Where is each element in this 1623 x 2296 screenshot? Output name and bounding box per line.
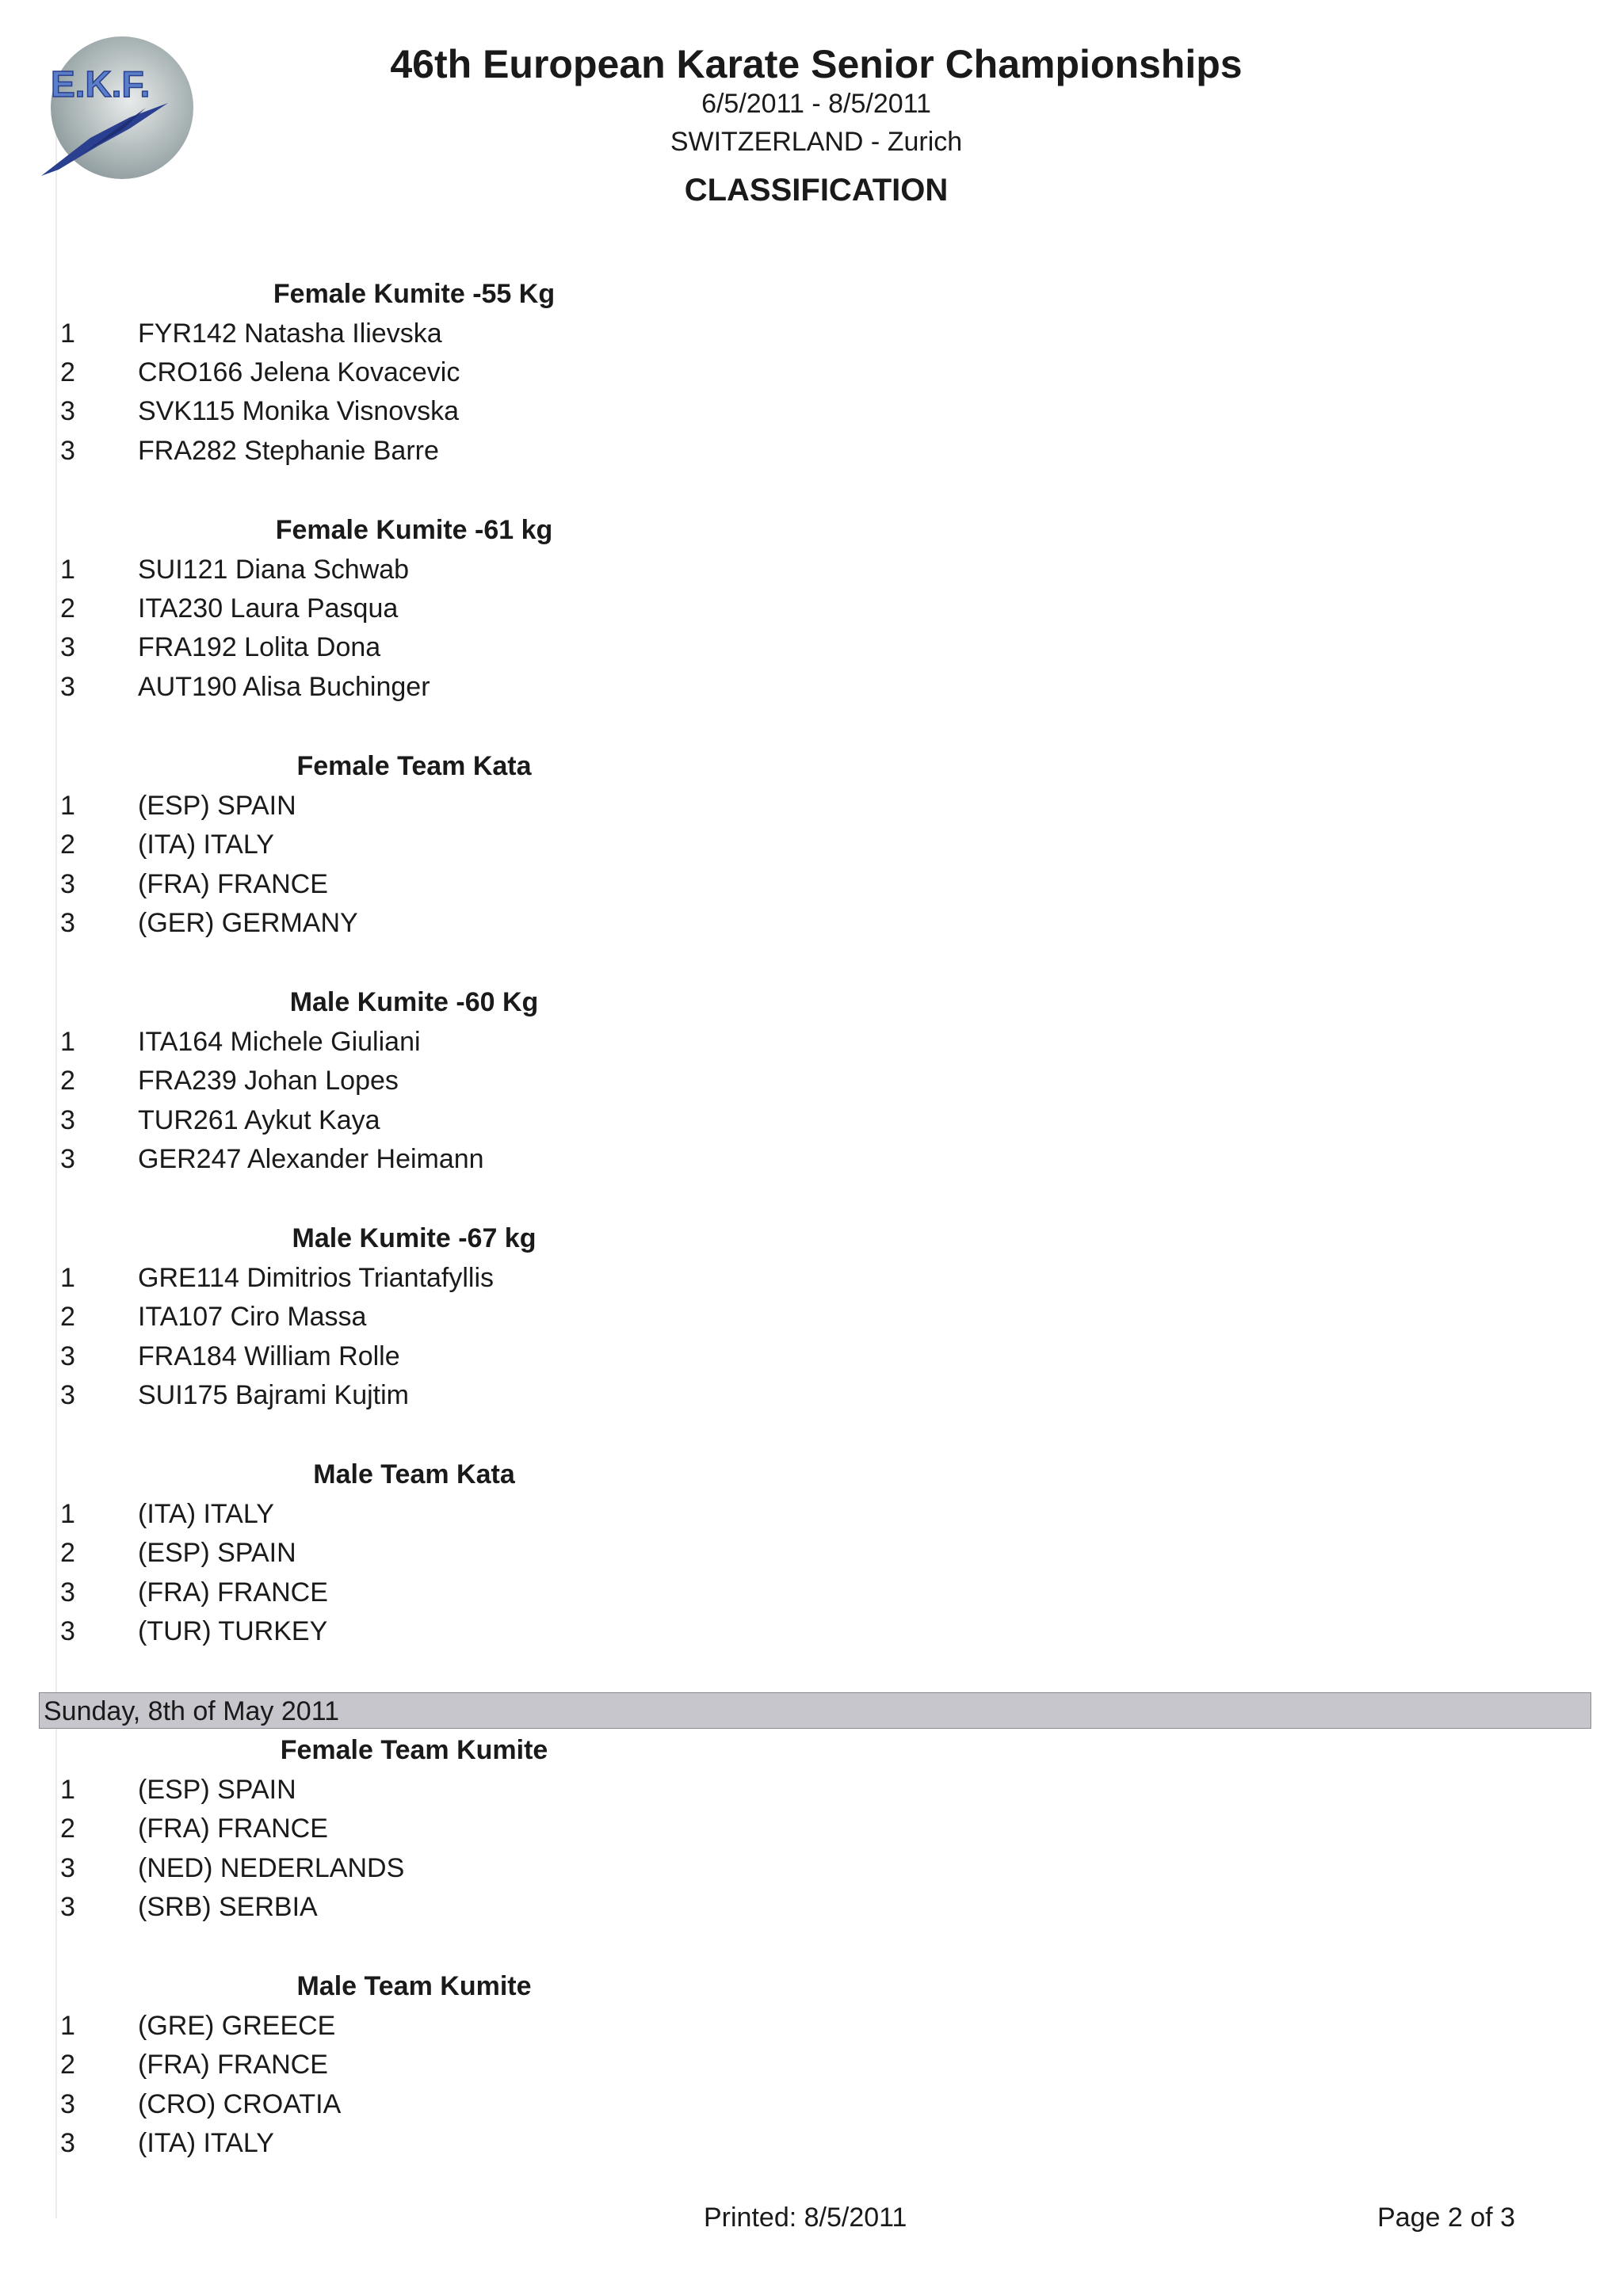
rank: 3 bbox=[60, 1341, 75, 1371]
competitor-name: (ESP) SPAIN bbox=[138, 791, 296, 821]
competitor-name: FRA184 William Rolle bbox=[138, 1341, 400, 1371]
competitor-name: (FRA) FRANCE bbox=[138, 2050, 328, 2080]
svg-text:E.K.F.: E.K.F. bbox=[51, 63, 151, 105]
rank: 2 bbox=[60, 1302, 75, 1332]
rank: 3 bbox=[60, 1577, 75, 1608]
rank: 3 bbox=[60, 908, 75, 938]
rank: 3 bbox=[60, 2128, 75, 2158]
rank: 2 bbox=[60, 593, 75, 624]
rank: 1 bbox=[60, 2011, 75, 2041]
rank: 3 bbox=[60, 632, 75, 662]
rank: 2 bbox=[60, 2050, 75, 2080]
rank: 1 bbox=[60, 1775, 75, 1805]
printed-date: Printed: 8/5/2011 bbox=[704, 2203, 907, 2233]
rank: 3 bbox=[60, 2089, 75, 2119]
category-title: Female Kumite -61 kg bbox=[275, 515, 553, 545]
competitor-name: (SRB) SERBIA bbox=[138, 1892, 318, 1922]
competitor-name: FRA239 Johan Lopes bbox=[138, 1066, 399, 1096]
rank: 3 bbox=[60, 1892, 75, 1922]
rank: 3 bbox=[60, 1853, 75, 1883]
competitor-name: SVK115 Monika Visnovska bbox=[138, 396, 460, 426]
day-separator-label: Sunday, 8th of May 2011 bbox=[44, 1696, 339, 1726]
left-margin-rule bbox=[55, 127, 57, 2218]
competitor-name: (ESP) SPAIN bbox=[138, 1538, 296, 1568]
rank: 3 bbox=[60, 436, 75, 466]
rank: 3 bbox=[60, 1616, 75, 1646]
competitor-name: (CRO) CROATIA bbox=[138, 2089, 342, 2119]
competitor-name: SUI121 Diana Schwab bbox=[138, 555, 410, 585]
competitor-name: (ITA) ITALY bbox=[138, 2128, 274, 2158]
competitor-name: ITA164 Michele Giuliani bbox=[138, 1027, 421, 1057]
rank: 3 bbox=[60, 1144, 75, 1174]
category-title: Male Team Kata bbox=[313, 1459, 515, 1489]
rank: 1 bbox=[60, 1499, 75, 1529]
event-location: SWITZERLAND - Zurich bbox=[670, 127, 963, 157]
competitor-name: (ITA) ITALY bbox=[138, 830, 274, 860]
competitor-name: (ITA) ITALY bbox=[138, 1499, 274, 1529]
competitor-name: SUI175 Bajrami Kujtim bbox=[138, 1380, 410, 1410]
rank: 2 bbox=[60, 830, 75, 860]
competitor-name: AUT190 Alisa Buchinger bbox=[138, 672, 430, 702]
rank: 1 bbox=[60, 1263, 75, 1293]
competitor-name: (GER) GERMANY bbox=[138, 908, 358, 938]
competitor-name: (FRA) FRANCE bbox=[138, 869, 328, 899]
category-title: Female Team Kumite bbox=[280, 1735, 548, 1765]
competitor-name: FRA192 Lolita Dona bbox=[138, 632, 381, 662]
rank: 1 bbox=[60, 1027, 75, 1057]
competitor-name: ITA107 Ciro Massa bbox=[138, 1302, 367, 1332]
category-title: Female Kumite -55 Kg bbox=[273, 279, 556, 309]
competitor-name: CRO166 Jelena Kovacevic bbox=[138, 357, 460, 387]
competitor-name: ITA230 Laura Pasqua bbox=[138, 593, 399, 624]
competitor-name: GRE114 Dimitrios Triantafyllis bbox=[138, 1263, 495, 1293]
competitor-name: (NED) NEDERLANDS bbox=[138, 1853, 405, 1883]
rank: 3 bbox=[60, 869, 75, 899]
category-title: Male Kumite -60 Kg bbox=[289, 987, 539, 1017]
competitor-name: (FRA) FRANCE bbox=[138, 1814, 328, 1844]
competitor-name: FRA282 Stephanie Barre bbox=[138, 436, 439, 466]
competitor-name: (GRE) GREECE bbox=[138, 2011, 336, 2041]
rank: 3 bbox=[60, 1380, 75, 1410]
rank: 3 bbox=[60, 1105, 75, 1135]
rank: 1 bbox=[60, 555, 75, 585]
section-heading: CLASSIFICATION bbox=[684, 173, 949, 208]
category-title: Male Team Kumite bbox=[296, 1971, 532, 2001]
competitor-name: TUR261 Aykut Kaya bbox=[138, 1105, 380, 1135]
event-dates: 6/5/2011 - 8/5/2011 bbox=[701, 89, 931, 119]
rank: 3 bbox=[60, 672, 75, 702]
competitor-name: (ESP) SPAIN bbox=[138, 1775, 296, 1805]
competitor-name: (FRA) FRANCE bbox=[138, 1577, 328, 1608]
page-number: Page 2 of 3 bbox=[1377, 2203, 1515, 2233]
rank: 1 bbox=[60, 791, 75, 821]
rank: 2 bbox=[60, 1814, 75, 1844]
rank: 3 bbox=[60, 396, 75, 426]
rank: 2 bbox=[60, 1066, 75, 1096]
page-title: 46th European Karate Senior Championships bbox=[390, 42, 1243, 86]
competitor-name: FYR142 Natasha Ilievska bbox=[138, 318, 442, 349]
day-separator-bar bbox=[39, 1692, 1591, 1729]
rank: 2 bbox=[60, 357, 75, 387]
competitor-name: GER247 Alexander Heimann bbox=[138, 1144, 484, 1174]
category-title: Female Team Kata bbox=[296, 751, 532, 781]
rank: 1 bbox=[60, 318, 75, 349]
competitor-name: (TUR) TURKEY bbox=[138, 1616, 328, 1646]
rank: 2 bbox=[60, 1538, 75, 1568]
category-title: Male Kumite -67 kg bbox=[292, 1223, 537, 1253]
